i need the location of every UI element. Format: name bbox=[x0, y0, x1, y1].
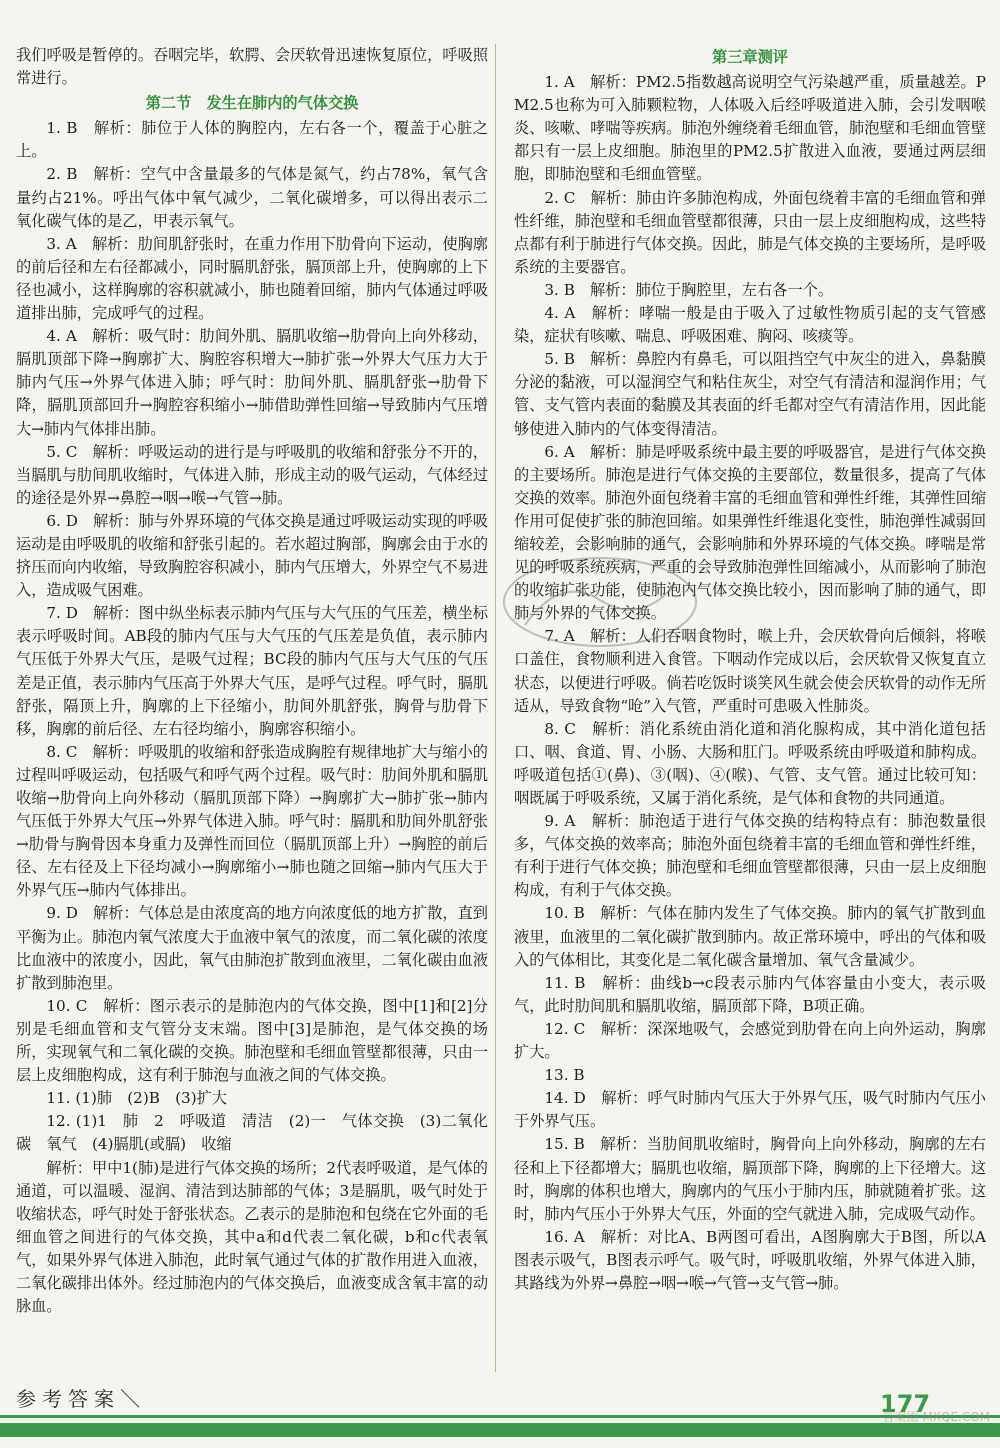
right-column bbox=[514, 44, 986, 1295]
answer-item: 12. C 解析：深深地吸气，会感觉到肋骨在向上向外运动，胸廓扩大。 bbox=[514, 1019, 986, 1062]
answer-item: 5. C 解析：呼吸运动的进行是与呼吸肌的收缩和舒张分不开的，当膈肌与肋间肌收缩时，气体进入肺，形成主动的吸气运动，气体经过的途径是外界→鼻腔→咽→喉→气管→肺。 bbox=[16, 442, 488, 507]
section-title: 第三章测评 bbox=[712, 48, 788, 66]
answer-item: 16. A 解析：对比A、B两图可看出，A图胸廓大于B图，所以A图表示吸气，B图表示呼气。吸气时，呼吸肌收缩，外界气体进入肺，其路线为外界→鼻腔→咽→喉→气管→支气管→肺。 bbox=[514, 1227, 986, 1292]
answer-item: 11. B 解析：曲线b→c段表示肺内气体容量由小变大，表示吸气，此时肋间肌和膈肌收缩，膈顶部下降，B项正确。 bbox=[514, 973, 986, 1015]
answer-item: 12. (1)1 肺 2 呼吸道 清洁 (2)一 气体交换 (3)二氧化碳 氧气 (4)膈肌(或膈) 收缩 bbox=[16, 1112, 488, 1154]
answer-item: 1. B 解析：肺位于人体的胸腔内，左右各一个，覆盖于心脏之上。 bbox=[16, 119, 488, 161]
answer-item: 解析：甲中1(肺)是进行气体交换的场所；2代表呼吸道，是气体的通道，可以温暖、湿润、清洁到达肺部的气体；3是膈肌，吸气时处于收缩状态，呼气时处于舒张状态。乙表示的是肺泡和包绕在它外面的毛细血管之间进行的气体交换，其中a和d代表二氧化碳，b和c代表氧气，如果外界气体进入肺泡，此时氧气通过气体的扩散作用进入血液，二氧化碳排出体外。经过肺泡内的气体交换后，血液变成含氧丰富的动脉血。 bbox=[16, 1158, 488, 1316]
answer-item: 9. D 解析：气体总是由浓度高的地方向浓度低的地方扩散，直到平衡为止。肺泡内氧气浓度大于血液中氧气的浓度，而二氧化碳的浓度比血液中的浓度小，因此，氧气由肺泡扩散到血液里，二氧化碳由血液扩散到肺泡里。 bbox=[16, 904, 488, 992]
answer-item: 10. C 解析：图示表示的是肺泡内的气体交换，图中[1]和[2]分别是毛细血管和支气管分支末端。图中[3]是肺泡，是气体交换的场所，实现氧气和二氧化碳的交换。肺泡壁和毛细血管壁都很薄，只由一层上皮细胞构成，这有利于肺泡与血液之间的气体交换。 bbox=[16, 996, 488, 1085]
answer-item: 15. B 解析：当肋间肌收缩时，胸骨向上向外移动，胸廓的左右径和上下径都增大；膈肌也收缩，膈顶部下降，胸廓的上下径增大。这时，胸廓的体积也增大，胸廓内的气压小于肺内压，肺就随着扩张。这时，肺内气压小于外界大气压，外面的空气就进入肺，完成吸气动作。 bbox=[514, 1135, 986, 1223]
answer-item: 4. A 解析：哮喘一般是由于吸入了过敏性物质引起的支气管感染，症状有咳嗽、喘息、呼吸困难、胸闷、咳痰等。 bbox=[514, 304, 986, 346]
column-divider bbox=[495, 44, 496, 1372]
footer-bar bbox=[0, 1423, 1000, 1437]
answer-item: 7. D 解析：图中纵坐标表示肺内气压与大气压的气压差，横坐标表示呼吸时间。AB段的肺内气压与大气压的气压差是负值，表示肺内气压低于外界大气压，是吸气过程；BC段的肺内气压与大气压的气压差是正值，表示肺内气压高于外界大气压，是呼气过程。呼气时，膈肌舒张，隔顶上升，胸廓的上下径缩小，肋间外肌舒张，胸骨与肋骨下移，胸廓的前后径、左右径均缩小，胸廓容积缩小。 bbox=[16, 604, 488, 738]
answer-item: 13. B bbox=[544, 1066, 585, 1085]
answer-item: 8. C 解析：呼吸肌的收缩和舒张造成胸腔有规律地扩大与缩小的过程叫呼吸运动，包括吸气和呼气两个过程。吸气时：肋间外肌和膈肌收缩→肋骨向上向外移动（膈肌顶部下降）→胸廓扩大→肺扩张→肺内气压低于外界大气压→外界气体进入肺。呼气时：膈肌和肋间外肌舒张→肋骨与胸骨因本身重力及弹性而回位（膈肌顶部上升）→胸腔的前后径、左右径及上下径均减小→胸廓缩小→肺也随之回缩→肺内气压大于外界气压→肺内气体排出。 bbox=[16, 742, 488, 900]
answer-item: 我们呼吸是暂停的。吞咽完毕，软腭、会厌软骨迅速恢复原位，呼吸照常进行。 bbox=[16, 46, 488, 88]
watermark-logo: 答案圈 MXQE.COM bbox=[882, 1410, 990, 1424]
answer-item: 9. A 解析：肺泡适于进行气体交换的结构特点有：肺泡数量很多，气体交换的效率高；肺泡外面包绕着丰富的毛细血管和弹性纤维，有利于进行气体交换；肺泡壁和毛细血管壁都很薄，只由一层上皮细胞构成，有利于气体交换。 bbox=[514, 812, 986, 900]
answer-item: 14. D 解析：呼气时肺内气压大于外界气压，吸气时肺内气压小于外界气压。 bbox=[514, 1089, 986, 1131]
answer-item: 4. A 解析：吸气时：肋间外肌、膈肌收缩→肋骨向上向外移动，膈肌顶部下降→胸廓扩大、胸腔容积增大→肺扩张→外界大气压力大于肺内气压→外界气体进入肺；呼气时：肋间外肌、膈肌舒张→肋骨下降，膈肌顶部回升→胸腔容积缩小→肺借助弹性回缩→导致肺内气压增大→肺内气体排出肺。 bbox=[16, 327, 488, 438]
page-footer bbox=[0, 1375, 1000, 1448]
answer-item: 2. B 解析：空气中含量最多的气体是氮气，约占78%，氧气含量约占21%。呼出气体中氧气减少，二氧化碳增多，可以得出表示二氧化碳气体的是乙，甲表示氧气。 bbox=[16, 165, 488, 230]
stamp-logo bbox=[500, 555, 700, 650]
section-title: 第二节 发生在肺内的气体交换 bbox=[145, 94, 359, 113]
answer-item: 6. A 解析：肺是呼吸系统中最主要的呼吸器官，是进行气体交换的主要场所。肺泡是进行气体交换的主要部位，数量很多，提高了气体交换的效率。肺泡外面包绕着丰富的毛细血管和弹性纤维，其弹性回缩作用可促使扩张的肺泡回缩。如果弹性纤维退化变性，肺泡弹性减弱回缩较差，会影响肺的通气，会影响肺和外界环境的气体交换。哮喘是常见的呼吸系统疾病，严重的会导致肺泡弹性回缩减小，从而影响了肺泡的收缩扩张功能，使肺泡内气体交换比较小，因而影响了肺的通气，即肺与外界的气体交换。 bbox=[514, 442, 986, 623]
answer-item: 6. D 解析：肺与外界环境的气体交换是通过呼吸运动实现的呼吸运动是由呼吸肌的收缩和舒张引起的。若水超过胸部，胸廓会由于水的挤压而向内收缩，导致胸腔容积减小，肺内气压增大，外界空气不易进入，造成吸气困难。 bbox=[16, 511, 488, 600]
answer-item: 3. A 解析：肋间肌舒张时，在重力作用下肋骨向下运动，使胸廓的前后径和左右径都减小，同时膈肌舒张，膈顶部上升，使胸廓的上下径也减小，这样胸廓的容积就减小，肺也随着回缩，肺内气体通过呼吸道排出肺，完成呼气的过程。 bbox=[16, 234, 488, 323]
answer-item: 3. B 解析：肺位于胸腔里，左右各一个。 bbox=[544, 280, 834, 299]
footer-label: 参考答案＼ bbox=[16, 1387, 146, 1411]
answer-item: 5. B 解析：鼻腔内有鼻毛，可以阻挡空气中灰尘的进入，鼻黏膜分泌的黏液，可以湿润空气和粘住灰尘，对空气有清洁和湿润作用；气管、支气管内表面的黏膜及其表面的纤毛都对空气有清洁作用，因此能够使进入肺内的气体变得清洁。 bbox=[514, 350, 986, 438]
answer-item: 11. (1)肺 (2)B (3)扩大 bbox=[46, 1089, 228, 1108]
answer-item: 7. A 解析：人们吞咽食物时，喉上升，会厌软骨向后倾斜，将喉口盖住，食物顺利进入食管。下咽动作完成以后，会厌软骨又恢复直立状态，以便进行呼吸。倘若吃饭时谈笑风生就会使会厌软骨的动作无所适从，导致食物“呛”入气管，严重时可患吸入性肺炎。 bbox=[514, 627, 986, 715]
footer-line bbox=[0, 1415, 1000, 1418]
page-number: 177 bbox=[880, 1390, 931, 1418]
answer-item: 8. C 解析：消化系统由消化道和消化腺构成，其中消化道包括口、咽、食道、胃、小肠、大肠和肛门。呼吸系统由呼吸道和肺构成。呼吸道包括①(鼻)、③(咽)、④(喉)、气管、支气管。通过比较可知：咽既属于呼吸系统，又属于消化系统，是气体和食物的共同通道。 bbox=[514, 719, 986, 807]
answer-item: 10. B 解析：气体在肺内发生了气体交换。肺内的氧气扩散到血液里，血液里的二氧化碳扩散到肺内。故正常环境中，呼出的气体和吸入的气体相比，其变化是二氧化碳含量增加、氧气含量减少。 bbox=[514, 904, 986, 969]
answer-item: 1. A 解析：PM2.5指数越高说明空气污染越严重，质量越差。PM2.5也称为可入肺颗粒物，人体吸入后经呼吸道进入肺，会引发咽喉炎、咳嗽、哮喘等疾病。肺泡外缠绕着毛细血管，肺泡壁和毛细血管壁都只有一层上皮细胞。肺泡里的PM2.5扩散进入血液，要通过两层细胞，即肺泡壁和毛细血管壁。 bbox=[514, 73, 986, 184]
answer-item: 2. C 解析：肺由许多肺泡构成，外面包绕着丰富的毛细血管和弹性纤维，肺泡壁和毛细血管壁都很薄，只由一层上皮细胞构成，这些特点都有利于肺进行气体交换。因此，肺是气体交换的主要场所，是呼吸系统的主要器官。 bbox=[514, 188, 986, 276]
left-column bbox=[16, 44, 488, 1318]
